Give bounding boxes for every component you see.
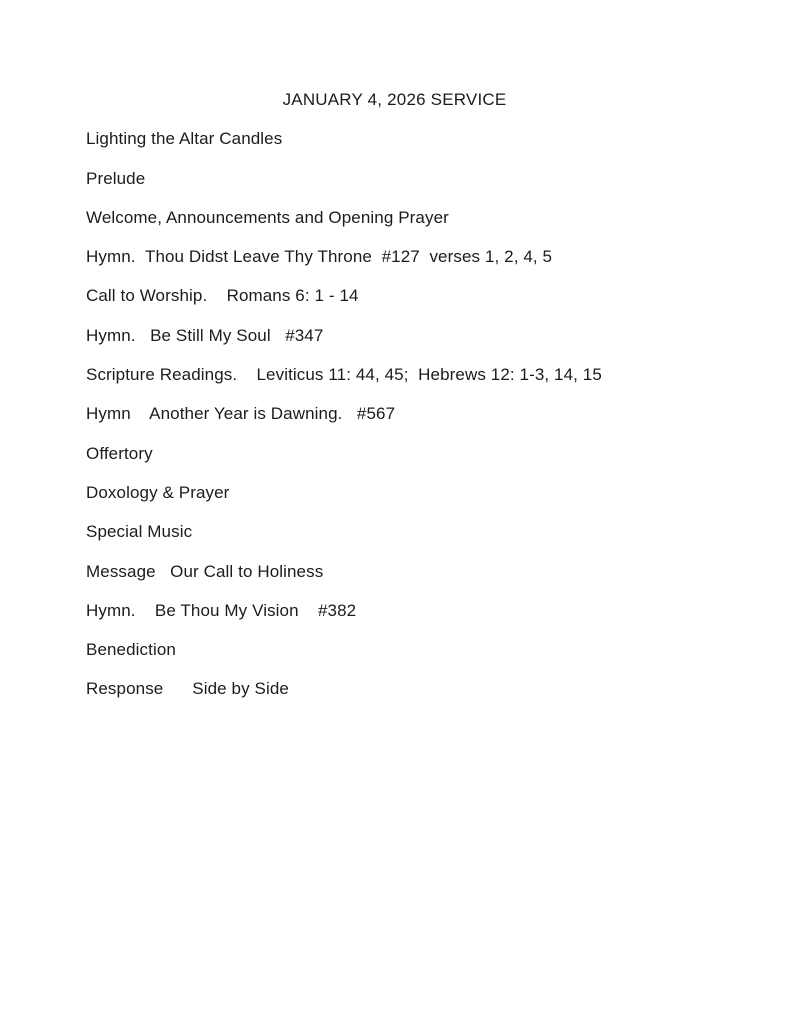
service-item-hymn-567: Hymn Another Year is Dawning. #567 — [86, 404, 396, 424]
service-item-hymn-382: Hymn. Be Thou My Vision #382 — [86, 600, 357, 620]
service-item-welcome: Welcome, Announcements and Opening Prayer — [86, 207, 449, 227]
page-title: JANUARY 4, 2026 SERVICE — [282, 90, 507, 109]
service-item-hymn-127: Hymn. Thou Didst Leave Thy Throne #127 verses 1, 2, 4, 5 — [86, 247, 553, 267]
service-item-lighting-candles: Lighting the Altar Candles — [86, 129, 283, 149]
service-item-response: Response Side by Side — [86, 679, 289, 699]
service-item-call-to-worship: Call to Worship. Romans 6: 1 - 14 — [86, 286, 359, 306]
service-item-scripture-readings: Scripture Readings. Leviticus 11: 44, 45; Hebrews 12: 1-3, 14, 15 — [86, 365, 602, 385]
service-item-benediction: Benediction — [86, 640, 176, 660]
service-item-prelude: Prelude — [86, 168, 146, 188]
service-item-doxology: Doxology & Prayer — [86, 482, 230, 502]
service-item-offertory: Offertory — [86, 443, 153, 463]
service-item-hymn-347: Hymn. Be Still My Soul #347 — [86, 325, 324, 345]
service-item-message: Message Our Call to Holiness — [86, 561, 324, 581]
service-item-special-music: Special Music — [86, 522, 193, 542]
